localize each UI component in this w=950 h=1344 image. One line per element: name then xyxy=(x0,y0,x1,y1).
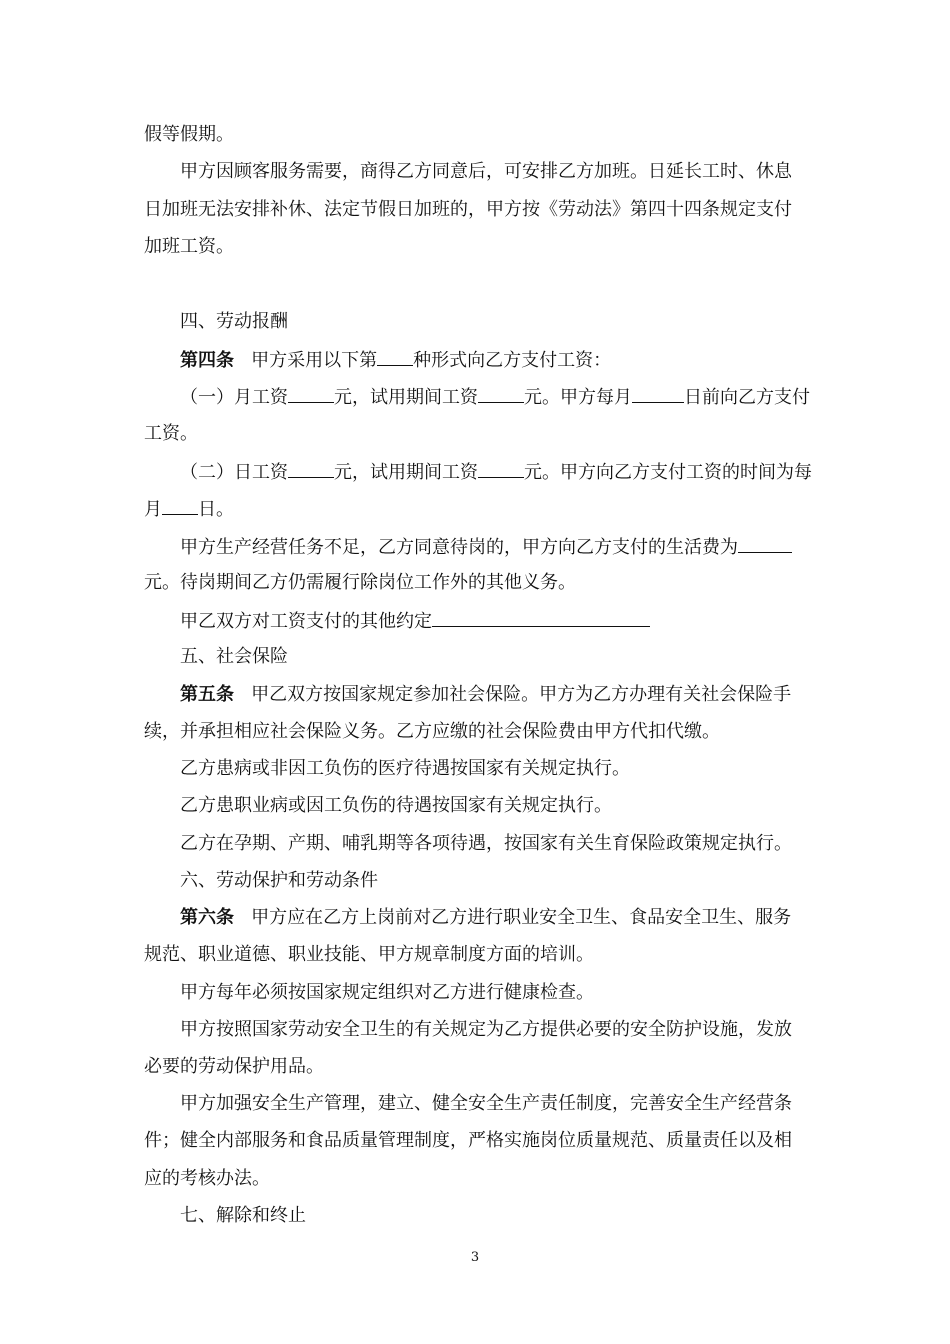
text: 乙方患病或非因工负伤的医疗待遇按国家有关规定执行。 xyxy=(180,758,630,779)
paragraph-line xyxy=(180,833,792,855)
blank-underline xyxy=(478,460,524,478)
paragraph-line xyxy=(180,609,650,633)
text: 甲乙双方对工资支付的其他约定 xyxy=(180,611,432,632)
text: 种形式向乙方支付工资： xyxy=(413,350,612,371)
blank-underline xyxy=(377,348,413,366)
paragraph-line xyxy=(144,236,234,258)
paragraph-line xyxy=(144,124,234,146)
paragraph-line xyxy=(144,1130,792,1152)
text: 七、解除和终止 xyxy=(180,1205,306,1226)
section-heading xyxy=(180,1205,306,1227)
text: 假等假期。 xyxy=(144,124,234,145)
text: 元。甲方向乙方支付工资的时间为每 xyxy=(524,462,812,483)
text: 五、社会保险 xyxy=(180,646,288,667)
text: 日加班无法安排补休、法定节假日加班的，甲方按《劳动法》第四十四条规定支付 xyxy=(144,199,792,220)
text: 续，并承担相应社会保险义务。乙方应缴的社会保险费由甲方代扣代缴。 xyxy=(144,721,720,742)
text: 件；健全内部服务和食品质量管理制度，严格实施岗位质量规范、质量责任以及相 xyxy=(144,1130,792,1151)
text: 甲方生产经营任务不足，乙方同意待岗的，甲方向乙方支付的生活费为 xyxy=(180,537,738,558)
text: 元，试用期间工资 xyxy=(334,387,478,408)
blank-underline xyxy=(478,385,524,403)
article-line xyxy=(180,907,791,929)
text: 乙方在孕期、产期、哺乳期等各项待遇，按国家有关生育保险政策规定执行。 xyxy=(180,833,792,854)
paragraph-line xyxy=(180,161,792,183)
paragraph-line xyxy=(144,572,576,594)
text: （一）月工资 xyxy=(180,387,288,408)
paragraph-line xyxy=(180,535,792,559)
text: 元，试用期间工资 xyxy=(334,462,478,483)
paragraph-line xyxy=(144,944,594,966)
text: 乙方患职业病或因工负伤的待遇按国家有关规定执行。 xyxy=(180,795,612,816)
paragraph-line xyxy=(144,721,720,743)
text: 必要的劳动保护用品。 xyxy=(144,1056,324,1077)
article-line xyxy=(180,684,791,706)
text: 甲方加强安全生产管理，建立、健全安全生产责任制度，完善安全生产经营条 xyxy=(180,1093,792,1114)
page-number: 3 xyxy=(470,1250,480,1265)
blank-underline xyxy=(288,385,334,403)
text: 甲方采用以下第 xyxy=(251,350,378,371)
paragraph-line xyxy=(180,385,810,409)
paragraph-line xyxy=(180,1019,792,1041)
article-label: 第四条 xyxy=(180,350,234,371)
text: 甲方每年必须按国家规定组织对乙方进行健康检查。 xyxy=(180,982,594,1003)
text: 甲乙双方按国家规定参加社会保险。甲方为乙方办理有关社会保险手 xyxy=(251,684,792,705)
text: 日前向乙方支付 xyxy=(684,387,810,408)
text: 工资。 xyxy=(144,423,198,444)
article-label: 第五条 xyxy=(180,684,234,705)
text: 四、劳动报酬 xyxy=(180,311,288,332)
text: 元。待岗期间乙方仍需履行除岗位工作外的其他义务。 xyxy=(144,572,576,593)
article-label: 第六条 xyxy=(180,907,234,928)
paragraph-line xyxy=(144,199,792,221)
paragraph-line xyxy=(180,1093,792,1115)
text: 月 xyxy=(144,499,162,520)
blank-underline xyxy=(632,385,684,403)
text: 规范、职业道德、职业技能、甲方规章制度方面的培训。 xyxy=(144,944,594,965)
text: （二）日工资 xyxy=(180,462,288,483)
paragraph-line xyxy=(144,1168,270,1190)
blank-underline xyxy=(288,460,334,478)
article-line xyxy=(180,348,611,372)
paragraph-line xyxy=(180,460,812,484)
section-heading xyxy=(180,311,288,333)
text: 甲方因顾客服务需要，商得乙方同意后，可安排乙方加班。日延长工时、休息 xyxy=(180,161,792,182)
section-heading xyxy=(180,646,288,668)
text: 六、劳动保护和劳动条件 xyxy=(180,870,378,891)
section-heading xyxy=(180,870,378,892)
text: 甲方应在乙方上岗前对乙方进行职业安全卫生、食品安全卫生、服务 xyxy=(251,907,792,928)
paragraph-line xyxy=(144,423,198,445)
blank-underline xyxy=(432,609,650,627)
text: 日。 xyxy=(198,499,234,520)
paragraph-line xyxy=(180,758,630,780)
text: 甲方按照国家劳动安全卫生的有关规定为乙方提供必要的安全防护设施，发放 xyxy=(180,1019,792,1040)
paragraph-line xyxy=(180,982,594,1004)
paragraph-line xyxy=(144,497,234,521)
paragraph-line xyxy=(144,1056,324,1078)
blank-underline xyxy=(738,535,792,553)
paragraph-line xyxy=(180,795,612,817)
text: 加班工资。 xyxy=(144,236,234,257)
text: 元。甲方每月 xyxy=(524,387,632,408)
text: 应的考核办法。 xyxy=(144,1168,270,1189)
blank-underline xyxy=(162,497,198,515)
